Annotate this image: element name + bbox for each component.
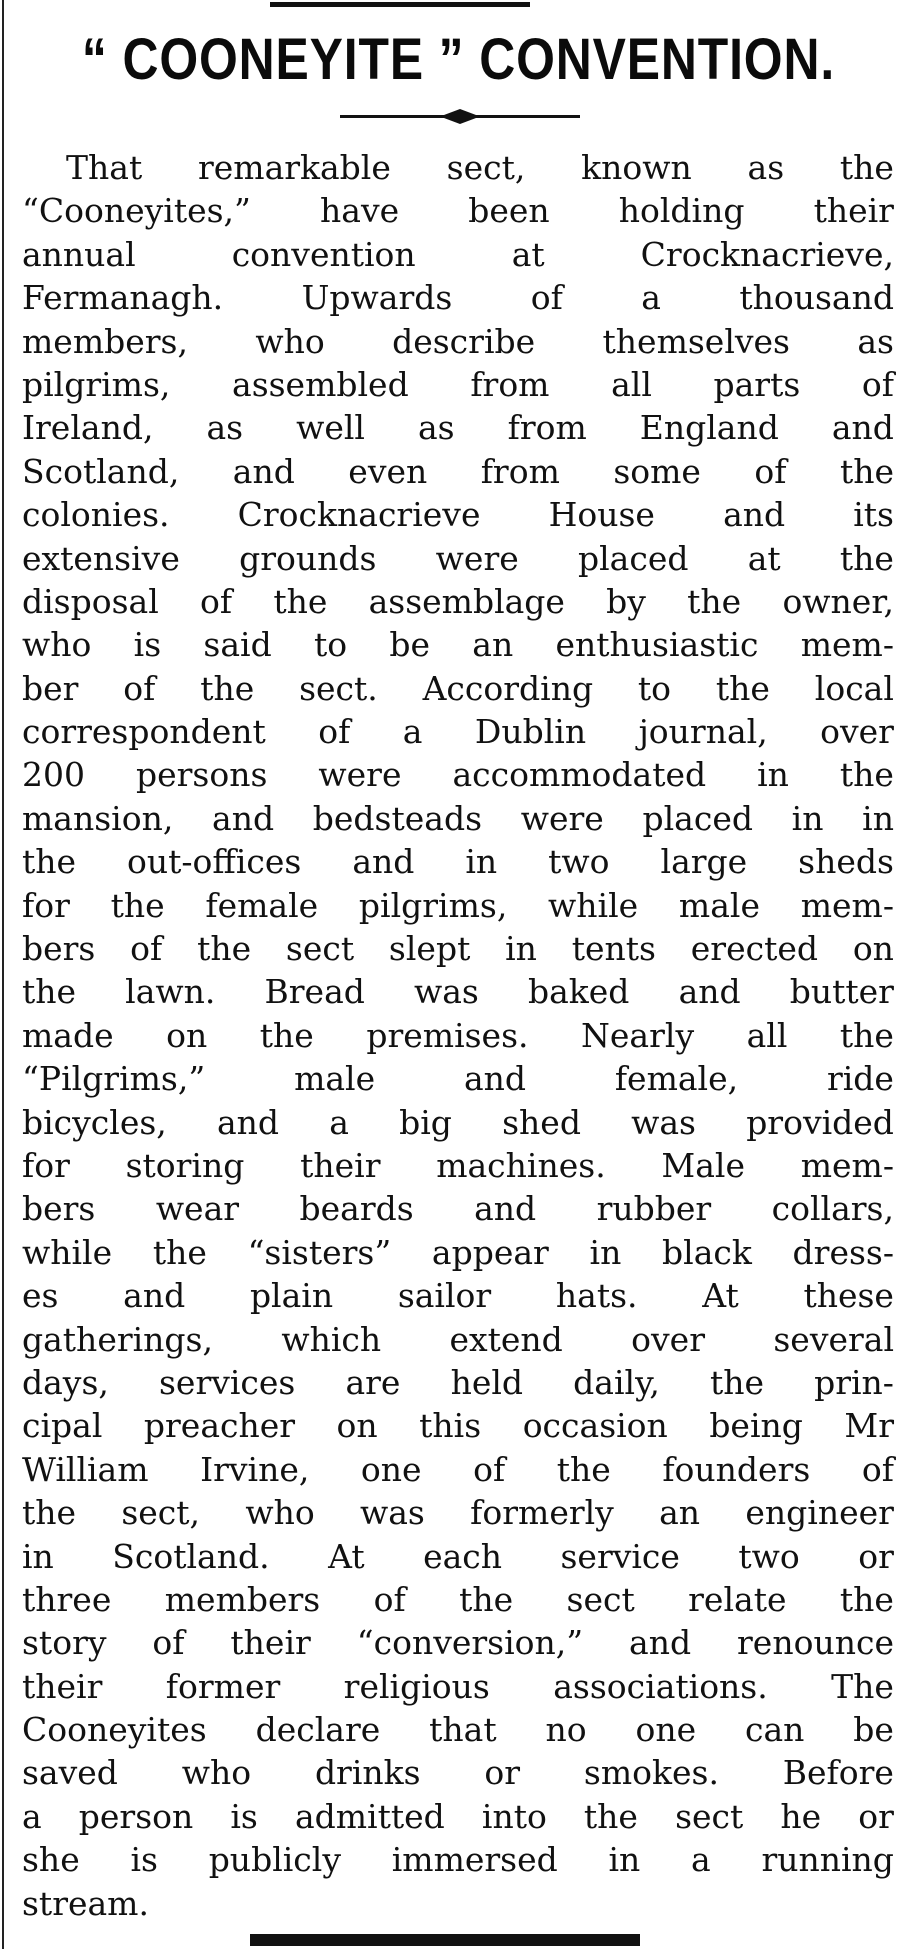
article-line: correspondent of a Dublin journal, over: [22, 712, 894, 752]
top-rule: [270, 2, 530, 7]
ornament-divider: [340, 108, 580, 126]
article-line: Ireland, as well as from England and: [22, 408, 894, 448]
article-body: [22, 146, 894, 1925]
article-line: made on the premises. Nearly all the: [22, 1015, 894, 1055]
article-line: ber of the sect. According to the local: [22, 668, 894, 708]
article-line: who is said to be an enthusiastic mem-: [22, 625, 894, 665]
article-line: colonies. Crocknacrieve House and its: [22, 495, 894, 535]
article-line: bers wear beards and rubber collars,: [22, 1189, 894, 1229]
article-line: bers of the sect slept in tents erected on: [22, 929, 894, 969]
article-line: “Cooneyites,” have been holding their: [22, 191, 894, 231]
article-line: she is publicly immersed in a running: [22, 1840, 894, 1880]
bottom-rule: [250, 1934, 640, 1946]
headline: “ COONEYITE ” CONVENTION.: [81, 27, 836, 92]
article-line: bicycles, and a big shed was provided: [22, 1102, 894, 1142]
article-line: stream.: [22, 1883, 149, 1923]
article-line: for the female pilgrims, while male mem-: [22, 885, 894, 925]
article-line: story of their “conversion,” and renounce: [22, 1623, 894, 1663]
article-line: mansion, and bedsteads were placed in in: [22, 798, 894, 838]
article-line: the out-offices and in two large sheds: [22, 842, 894, 882]
article-line: Scotland, and even from some of the: [22, 451, 894, 491]
article-line: while the “sisters” appear in black dress-: [22, 1232, 894, 1272]
article-line: annual convention at Crocknacrieve,: [22, 234, 894, 274]
article-line: three members of the sect relate the: [22, 1579, 894, 1619]
article-line: members, who describe themselves as: [22, 321, 894, 361]
article-line: the sect, who was formerly an engineer: [22, 1493, 894, 1533]
article-line: a person is admitted into the sect he or: [22, 1796, 894, 1836]
article-line: 200 persons were accommodated in the: [22, 755, 894, 795]
article-line: “Pilgrims,” male and female, ride: [22, 1059, 894, 1099]
article-line: saved who drinks or smokes. Before: [22, 1753, 894, 1793]
article-line: extensive grounds were placed at the: [22, 538, 894, 578]
article-line: gatherings, which extend over several: [22, 1319, 894, 1359]
article-line: disposal of the assemblage by the owner,: [22, 581, 894, 621]
article-line: William Irvine, one of the founders of: [22, 1449, 894, 1489]
article-line: Cooneyites declare that no one can be: [22, 1710, 894, 1750]
article-line: in Scotland. At each service two or: [22, 1536, 894, 1576]
column-border: [2, 0, 4, 1949]
article-line: es and plain sailor hats. At these: [22, 1276, 894, 1316]
article-line: the lawn. Bread was baked and butter: [22, 972, 894, 1012]
article-line: Fermanagh. Upwards of a thousand: [22, 278, 894, 318]
article-line: pilgrims, assembled from all parts of: [22, 364, 894, 404]
article-line: for storing their machines. Male mem-: [22, 1145, 894, 1185]
article-line: their former religious associations. The: [22, 1666, 894, 1706]
article-line: That remarkable sect, known as the: [66, 148, 894, 187]
article-line: cipal preacher on this occasion being Mr: [22, 1406, 894, 1446]
article-line: days, services are held daily, the prin-: [22, 1362, 894, 1402]
